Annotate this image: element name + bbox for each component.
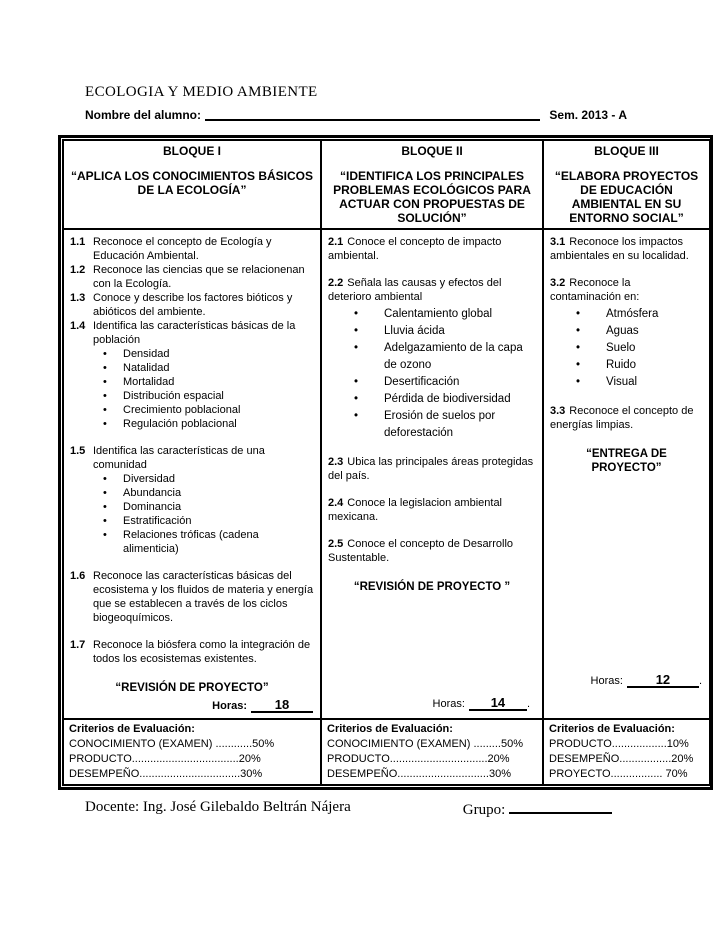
objective-item: [550, 276, 703, 304]
table-header-row: [63, 140, 710, 229]
bullet-icon: •: [354, 410, 359, 422]
objective-item: [70, 291, 314, 319]
objective-number: 1.4: [70, 320, 86, 332]
spacer: [550, 432, 703, 445]
bullet-text: Suelo: [606, 342, 636, 354]
bullet-icon: •: [103, 418, 107, 430]
objective-text: Reconoce la biósfera como la integración de todos los ecosistemas existentes.: [93, 639, 311, 665]
bullet-icon: •: [103, 487, 107, 499]
objective-item: [328, 496, 536, 524]
bloque-1-header-cell: [63, 140, 321, 229]
bloque-2-title: “IDENTIFICA LOS PRINCIPALES PROBLEMAS ECOLÓGICOS PARA ACTUAR CON PROPUESTAS DE SOLUCIÓN”: [333, 169, 531, 225]
criteria-line: CONOCIMIENTO (EXAMEN) .........50%: [327, 738, 523, 750]
bullet-text: Aguas: [606, 325, 639, 337]
objective-text: Conoce el concepto de impacto ambiental.: [328, 236, 502, 262]
bullet-icon: •: [576, 359, 581, 371]
bullet-icon: •: [354, 393, 359, 405]
bloque-3-criteria-cell: [543, 719, 710, 785]
bloque-1-criteria-cell: [63, 719, 321, 785]
syllabus-table: [58, 135, 713, 790]
spacer: [328, 483, 536, 496]
criteria-line: PROYECTO................. 70%: [549, 768, 688, 780]
objective-text: Reconoce la contaminación en:: [550, 277, 640, 303]
objective-item: [328, 276, 536, 304]
criteria-title: Criterios de Evaluación:: [69, 723, 195, 735]
objective-number: 3.3: [550, 405, 566, 417]
bullet-item: [103, 417, 314, 431]
bullet-item: [103, 500, 314, 514]
bullet-item: [103, 514, 314, 528]
objective-item: [550, 404, 703, 432]
spacer: [328, 565, 536, 578]
hours-value: 18: [251, 698, 313, 713]
bullet-item: [103, 403, 314, 417]
objective-number: 1.6: [70, 570, 86, 582]
objective-text: Reconoce las características básicas del ecosistema y los fluidos de materia y energía que se establecen a través de los ciclos biogeoquímicos.: [93, 570, 314, 624]
bullet-icon: •: [576, 376, 581, 388]
bullet-text: Abundancia: [123, 487, 182, 499]
bullet-item: [354, 340, 536, 374]
objective-text: Conoce y describe los factores bióticos y abióticos del ambiente.: [93, 292, 293, 318]
bullet-item: [103, 486, 314, 500]
objective-number: 1.3: [70, 292, 86, 304]
objective-text: Identifica las características básicas de la población: [93, 320, 296, 346]
bullet-item: [576, 357, 703, 374]
student-name-blank: [205, 107, 540, 121]
table-content-row: [63, 229, 710, 719]
objective-item: [550, 235, 703, 263]
project-note: “REVISIÓN DE PROYECTO”: [115, 682, 269, 694]
hours-row: [70, 698, 314, 713]
criteria-title: Criterios de Evaluación:: [549, 723, 675, 735]
criteria-line: PRODUCTO..................10%: [549, 738, 689, 750]
bloque-1-content-cell: [63, 229, 321, 719]
bloque-2-header-cell: [321, 140, 543, 229]
document-footer: [58, 799, 713, 819]
objective-item: [328, 455, 536, 483]
bullet-list: [103, 347, 314, 431]
bullet-text: Atmósfera: [606, 308, 659, 320]
project-note: “ENTREGA DE PROYECTO”: [586, 448, 667, 474]
bullet-text: Erosión de suelos por deforestación: [384, 410, 496, 439]
objective-text: Señala las causas y efectos del deterioro ambiental: [328, 277, 502, 303]
bullet-item: [354, 306, 536, 323]
bullet-icon: •: [103, 390, 107, 402]
criteria-line: PRODUCTO...................................20%: [69, 753, 261, 765]
bloque-1-title: “APLICA LOS CONOCIMIENTOS BÁSICOS DE LA ECOLOGÍA”: [70, 169, 313, 197]
objective-text: Identifica las características de una comunidad: [93, 445, 265, 471]
hours-suffix: .: [698, 675, 702, 687]
bullet-text: Ruido: [606, 359, 637, 371]
criteria-line: PRODUCTO................................20%: [327, 753, 510, 765]
objective-item: [70, 569, 314, 625]
objective-number: 2.1: [328, 236, 344, 248]
bloque-3-title: “ELABORA PROYECTOS DE EDUCACIÓN AMBIENTAL EN SU ENTORNO SOCIAL”: [554, 169, 699, 225]
bloque-2-content-cell: [321, 229, 543, 719]
bloque-3-content-cell: [543, 229, 710, 719]
bullet-icon: •: [103, 362, 107, 374]
bullet-text: Diversidad: [123, 473, 175, 485]
bullet-text: Calentamiento global: [384, 308, 493, 320]
bloque-3-header-cell: [543, 140, 710, 229]
table-criteria-row: [63, 719, 710, 785]
bullet-item: [354, 374, 536, 391]
bullet-icon: •: [354, 325, 359, 337]
objective-item: [70, 638, 314, 666]
objective-number: 2.2: [328, 277, 344, 289]
bullet-list: [103, 472, 314, 556]
bullet-text: Crecimiento poblacional: [123, 404, 241, 416]
docente-name: Docente: Ing. José Gilebaldo Beltrán Nájera: [85, 799, 351, 815]
bullet-item: [103, 472, 314, 486]
bullet-text: Relaciones tróficas (cadena alimenticia): [123, 529, 259, 555]
spacer: [70, 625, 314, 638]
bullet-text: Mortalidad: [123, 376, 175, 388]
objective-number: 1.5: [70, 445, 86, 457]
student-name-row: [85, 107, 627, 122]
bullet-icon: •: [103, 473, 107, 485]
hours-row: [433, 696, 530, 711]
bloque-2-criteria-cell: [321, 719, 543, 785]
bullet-text: Adelgazamiento de la capa de ozono: [384, 342, 523, 371]
bullet-item: [103, 528, 314, 556]
objective-item: [328, 537, 536, 565]
spacer: [328, 263, 536, 276]
objective-item: [328, 235, 536, 263]
criteria-line: DESEMPEÑO..............................30%: [327, 768, 511, 780]
objective-number: 3.2: [550, 277, 566, 289]
bullet-icon: •: [103, 376, 107, 388]
bullet-text: Regulación poblacional: [123, 418, 237, 430]
bullet-item: [103, 389, 314, 403]
bullet-icon: •: [576, 342, 581, 354]
objective-text: Reconoce el concepto de Ecología y Educación Ambiental.: [93, 236, 272, 262]
objective-number: 1.2: [70, 264, 86, 276]
bullet-icon: •: [103, 515, 107, 527]
bullet-text: Natalidad: [123, 362, 170, 374]
spacer: [70, 556, 314, 569]
objective-text: Conoce el concepto de Desarrollo Sustentable.: [328, 538, 514, 564]
bullet-icon: •: [103, 404, 107, 416]
bloque-3-label: BLOQUE III: [594, 144, 659, 158]
objective-text: Reconoce el concepto de energías limpias.: [550, 405, 694, 431]
hours-label: Horas:: [432, 698, 465, 710]
bullet-icon: •: [103, 501, 107, 513]
objective-item: [70, 319, 314, 347]
bullet-text: Densidad: [123, 348, 170, 360]
bullet-item: [103, 361, 314, 375]
bullet-icon: •: [576, 325, 581, 337]
bullet-icon: •: [354, 308, 359, 320]
spacer: [550, 391, 703, 404]
bullet-item: [103, 375, 314, 389]
hours-value: 12: [627, 673, 699, 688]
spacer: [550, 263, 703, 276]
objective-text: Ubica las principales áreas protegidas del país.: [328, 456, 534, 482]
bullet-list: [354, 306, 536, 442]
objective-number: 1.7: [70, 639, 86, 651]
bullet-item: [354, 408, 536, 442]
objective-item: [70, 444, 314, 472]
hours-row: [591, 673, 702, 688]
objective-text: Conoce la legislacion ambiental mexicana.: [328, 497, 503, 523]
spacer: [70, 431, 314, 444]
bullet-icon: •: [103, 529, 107, 541]
project-note: “REVISIÓN DE PROYECTO ”: [353, 581, 511, 593]
semester-label: Sem. 2013 - A: [549, 108, 627, 122]
syllabus-grid: [62, 139, 711, 786]
bullet-item: [576, 374, 703, 391]
bloque-2-label: BLOQUE II: [401, 144, 463, 158]
bullet-text: Lluvia ácida: [384, 325, 445, 337]
bullet-text: Distribución espacial: [123, 390, 224, 402]
criteria-line: DESEMPEÑO.................................30%: [69, 768, 263, 780]
bullet-icon: •: [354, 376, 359, 388]
objective-item: [70, 235, 314, 263]
hours-value: 14: [469, 696, 527, 711]
objective-number: 2.5: [328, 538, 344, 550]
bullet-text: Visual: [606, 376, 638, 388]
bullet-item: [576, 323, 703, 340]
objective-number: 2.3: [328, 456, 344, 468]
grupo-blank: [509, 799, 612, 814]
hours-suffix: .: [526, 698, 530, 710]
objective-text: Reconoce las ciencias que se relacionenan con la Ecología.: [93, 264, 305, 290]
bullet-text: Dominancia: [123, 501, 182, 513]
spacer: [328, 524, 536, 537]
spacer: [70, 666, 314, 679]
bullet-item: [354, 391, 536, 408]
bullet-item: [576, 306, 703, 323]
criteria-line: CONOCIMIENTO (EXAMEN) ............50%: [69, 738, 275, 750]
bullet-text: Estratificación: [123, 515, 192, 527]
bullet-item: [354, 323, 536, 340]
grupo-label: Grupo:: [462, 802, 506, 818]
spacer: [328, 442, 536, 455]
bullet-item: [103, 347, 314, 361]
bullet-icon: •: [576, 308, 581, 320]
bullet-list: [576, 306, 703, 391]
bullet-icon: •: [103, 348, 107, 360]
bullet-icon: •: [354, 342, 359, 354]
hours-label: Horas:: [212, 700, 247, 712]
student-name-label: Nombre del alumno:: [85, 108, 202, 122]
criteria-line: DESEMPEÑO.................20%: [549, 753, 694, 765]
bullet-text: Pérdida de biodiversidad: [384, 393, 511, 405]
objective-number: 1.1: [70, 236, 86, 248]
objective-number: 3.1: [550, 236, 566, 248]
criteria-title: Criterios de Evaluación:: [327, 723, 453, 735]
bullet-item: [576, 340, 703, 357]
course-title: ECOLOGIA Y MEDIO AMBIENTE: [85, 84, 318, 100]
bloque-1-label: BLOQUE I: [162, 144, 221, 158]
grupo-field: [463, 799, 612, 819]
bullet-text: Desertificación: [384, 376, 460, 388]
objective-text: Reconoce los impactos ambientales en su localidad.: [550, 236, 689, 262]
objective-item: [70, 263, 314, 291]
objective-number: 2.4: [328, 497, 344, 509]
hours-label: Horas:: [590, 675, 623, 687]
